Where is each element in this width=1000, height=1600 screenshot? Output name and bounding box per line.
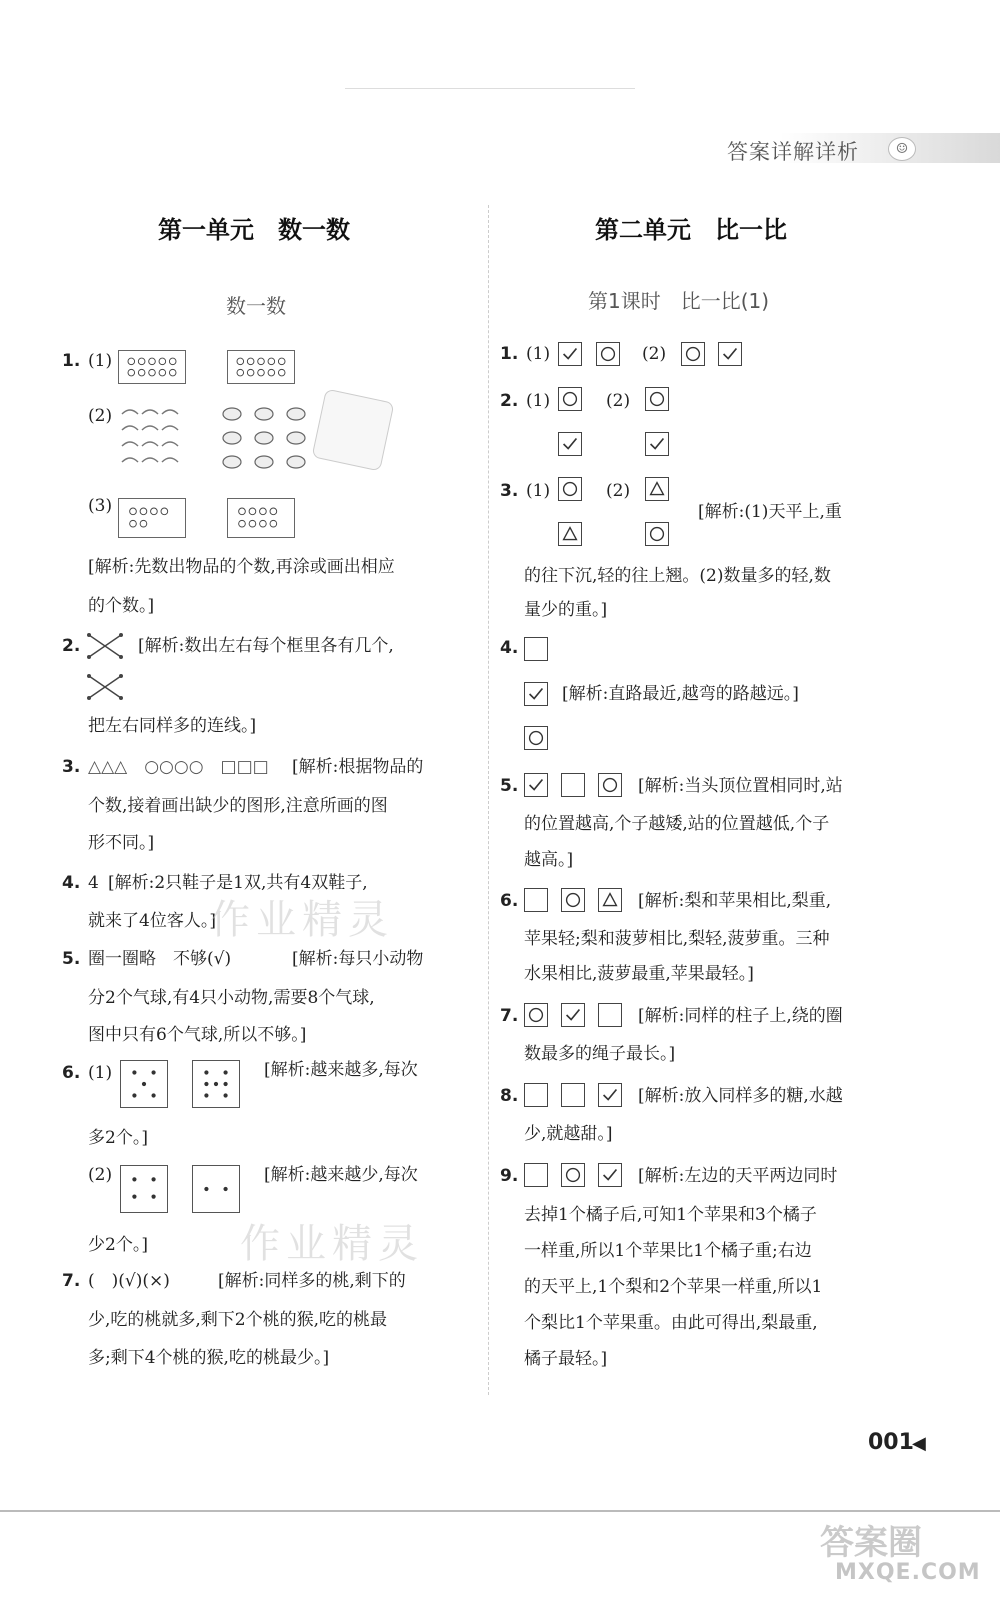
r-q3-box-circle-1: [558, 477, 582, 501]
q1-frame-c: [118, 498, 186, 538]
q5-analysis-line1: [解析:每只小动物: [292, 949, 424, 969]
q6-part1-label: (1): [88, 1063, 113, 1083]
q7-number: 7.: [62, 1271, 81, 1291]
r-q8-box-check: [598, 1083, 622, 1107]
r-q7-line2: 数最多的绳子最长。]: [524, 1044, 676, 1064]
bottom-rule: [0, 1510, 1000, 1512]
r-q2-box-circle-2: [645, 387, 669, 411]
left-section-title: 数一数: [226, 294, 286, 318]
r-q3-analysis-line1: [解析:(1)天平上,重: [698, 502, 842, 522]
r-q8-analysis-line1: [解析:放入同样多的糖,水越: [638, 1086, 843, 1106]
watermark-text-2: 作业精灵: [240, 1221, 424, 1267]
r-q9-box-empty: [524, 1163, 548, 1187]
q6-dots-box-c: [120, 1165, 168, 1213]
r-q3-number: 3.: [500, 481, 519, 501]
q6-dots-box-d: [192, 1165, 240, 1213]
r-q4-box-check: [524, 682, 548, 706]
r-q6-box-triangle: [598, 888, 622, 912]
q6-part2-analysis: [解析:越来越少,每次: [264, 1165, 418, 1185]
r-q2-box-circle-1: [558, 387, 582, 411]
r-q8-line2: 少,就越甜。]: [524, 1124, 613, 1144]
r-q5-box-circle: [598, 773, 622, 797]
r-q9-number: 9.: [500, 1166, 519, 1186]
q6-part1-analysis: [解析:越来越多,每次: [264, 1060, 418, 1080]
r-q3-line2: 的往下沉,轻的往上翘。(2)数量多的轻,数: [524, 566, 831, 586]
r-q9-box-check: [598, 1163, 622, 1187]
cross-lines-icon-2: [86, 673, 124, 701]
r-q6-number: 6.: [500, 891, 519, 911]
r-q5-analysis-line1: [解析:当头顶位置相同时,站: [638, 776, 843, 796]
left-unit-title: 第一单元 数一数: [158, 216, 350, 244]
q1-frame-d: [227, 498, 295, 538]
r-q1-box-check-2: [718, 342, 742, 366]
cross-lines-icon: [86, 632, 124, 660]
q6-dots-box-a: [120, 1060, 168, 1108]
r-q9-box-circle: [561, 1163, 585, 1187]
q3-answer-shapes: △△△ ○○○○ □□□: [88, 757, 269, 777]
corner-watermark-logo: 答案圈: [820, 1523, 922, 1563]
q5-number: 5.: [62, 949, 81, 969]
r-q5-line3: 越高。]: [524, 850, 574, 870]
r-q7-number: 7.: [500, 1006, 519, 1026]
q1-analysis-line2: 的个数。]: [88, 596, 155, 616]
q1-frame-b: [227, 350, 295, 384]
r-q7-box-check: [561, 1003, 585, 1027]
top-rule: [345, 88, 635, 89]
page-arrow-icon: ◀: [912, 1433, 926, 1454]
r-q6-line2: 苹果轻;梨和菠萝相比,梨轻,菠萝重。三种: [524, 929, 830, 949]
q1-part1-label: (1): [88, 351, 113, 371]
q4-number: 4.: [62, 873, 81, 893]
r-q4-box-empty: [524, 637, 548, 661]
r-q9-line6: 橘子最轻。]: [524, 1349, 608, 1369]
r-q6-box-circle: [561, 888, 585, 912]
r-q6-analysis-line1: [解析:梨和苹果相比,梨重,: [638, 891, 832, 911]
r-q4-number: 4.: [500, 638, 519, 658]
r-q2-part1-label: (1): [526, 391, 551, 411]
q1-analysis-line1: [解析:先数出物品的个数,再涂或画出相应: [88, 557, 395, 577]
r-q5-line2: 的位置越高,个子越矮,站的位置越低,个子: [524, 814, 830, 834]
watermark-text-1: 作业精灵: [210, 897, 394, 943]
q6-dots-box-b: [192, 1060, 240, 1108]
r-q1-number: 1.: [500, 344, 519, 364]
r-q5-box-empty: [561, 773, 585, 797]
right-unit-title: 第二单元 比一比: [595, 216, 787, 244]
r-q4-analysis: [解析:直路最近,越弯的路越远。]: [562, 684, 799, 704]
r-q8-box-empty-1: [524, 1083, 548, 1107]
r-q3-part2-label: (2): [606, 481, 631, 501]
q1-frame-a: [118, 350, 186, 384]
q7-analysis-line1: [解析:同样多的桃,剩下的: [218, 1271, 406, 1291]
header-title: 答案详解详析: [727, 140, 859, 164]
r-q8-number: 8.: [500, 1086, 519, 1106]
q6-part2-line2: 少2个。]: [88, 1235, 148, 1255]
r-q3-box-circle-2: [645, 522, 669, 546]
right-section-title: 第1课时 比一比(1): [588, 289, 770, 313]
q6-part1-line2: 多2个。]: [88, 1128, 148, 1148]
q3-line3: 形不同。]: [88, 833, 155, 853]
r-q7-box-empty: [598, 1003, 622, 1027]
q3-number: 3.: [62, 757, 81, 777]
r-q9-line4: 的天平上,1个梨和2个苹果一样重,所以1: [524, 1277, 823, 1297]
q4-line2: 就来了4位客人。]: [88, 911, 216, 931]
r-q9-line2: 去掉1个橘子后,可知1个苹果和3个橘子: [524, 1205, 817, 1225]
q6-part2-label: (2): [88, 1165, 113, 1185]
corner-watermark-url: MXQE.COM: [835, 1560, 981, 1585]
q2-line2: 把左右同样多的连线。]: [88, 716, 257, 736]
r-q5-number: 5.: [500, 776, 519, 796]
r-q1-box-circle-2: [681, 342, 705, 366]
r-q2-part2-label: (2): [606, 391, 631, 411]
r-q6-box-empty: [524, 888, 548, 912]
page-number: 001: [868, 1430, 914, 1455]
column-divider: [488, 205, 489, 1395]
q4-analysis-line1: [解析:2只鞋子是1双,共有4双鞋子,: [108, 873, 368, 893]
q1-part3-label: (3): [88, 496, 113, 516]
q7-line3: 多;剩下4个桃的猴,吃的桃最少。]: [88, 1348, 330, 1368]
r-q1-box-check-1: [558, 342, 582, 366]
r-q5-box-check: [524, 773, 548, 797]
r-q7-box-circle: [524, 1003, 548, 1027]
q5-line3: 图中只有6个气球,所以不够。]: [88, 1025, 307, 1045]
r-q2-box-check-1: [558, 432, 582, 456]
r-q4-box-circle: [524, 726, 548, 750]
r-q9-analysis-line1: [解析:左边的天平两边同时: [638, 1166, 838, 1186]
r-q9-line3: 一样重,所以1个苹果比1个橘子重;右边: [524, 1241, 812, 1261]
crab-group-icon: [218, 402, 318, 474]
r-q1-box-circle-1: [596, 342, 620, 366]
r-q3-box-triangle-1: [558, 522, 582, 546]
r-q3-line3: 量少的重。]: [524, 600, 608, 620]
shrimp-group-icon: [118, 402, 198, 474]
q3-line2: 个数,接着画出缺少的图形,注意所画的图: [88, 796, 388, 816]
q5-line2: 分2个气球,有4只小动物,需要8个气球,: [88, 988, 375, 1008]
q1-part2-label: (2): [88, 406, 113, 426]
q3-analysis-line1: [解析:根据物品的: [292, 757, 424, 777]
r-q8-box-empty-2: [561, 1083, 585, 1107]
q5-answer: 圈一圈略 不够(√): [88, 949, 232, 969]
q7-line2: 少,吃的桃就多,剩下2个桃的猴,吃的桃最: [88, 1310, 388, 1330]
r-q2-box-check-2: [645, 432, 669, 456]
q6-number: 6.: [62, 1063, 81, 1083]
smiley-icon: ☺: [888, 137, 916, 161]
r-q2-number: 2.: [500, 391, 519, 411]
r-q1-part2-label: (2): [642, 344, 667, 364]
stamp-watermark: [311, 388, 394, 471]
r-q6-line3: 水果相比,菠萝最重,苹果最轻。]: [524, 964, 754, 984]
r-q1-part1-label: (1): [526, 344, 551, 364]
q2-number: 2.: [62, 636, 81, 656]
q7-answer: ( )(√)(×): [88, 1271, 170, 1291]
r-q9-line5: 个梨比1个苹果重。由此可得出,梨最重,: [524, 1313, 818, 1333]
r-q7-analysis-line1: [解析:同样的柱子上,绕的圈: [638, 1006, 843, 1026]
q4-answer: 4: [88, 873, 99, 893]
r-q3-part1-label: (1): [526, 481, 551, 501]
q1-number: 1.: [62, 351, 81, 371]
r-q3-box-triangle-2: [645, 477, 669, 501]
q2-analysis-line1: [解析:数出左右每个框里各有几个,: [138, 636, 394, 656]
